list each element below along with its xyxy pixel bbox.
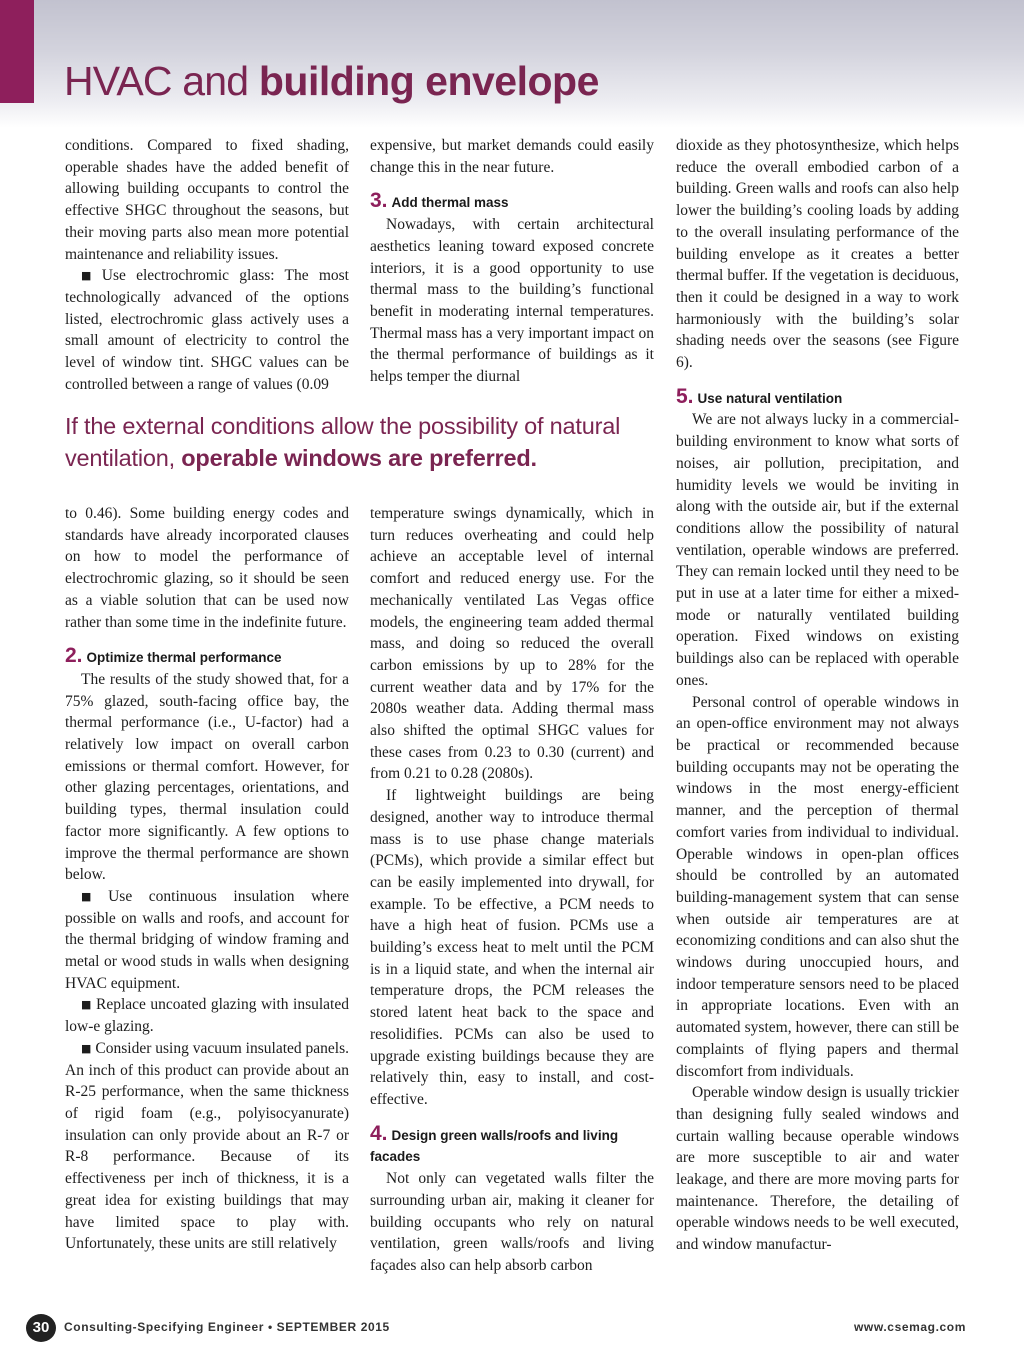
body-paragraph: dioxide as they photosynthesize, which helps reduce the overall embodied carbon of a building. Green walls and roofs can also help lower the building’s cooling loads by adding to the overall insulating performance of the building envelope as it creates a better thermal buffer. If the vegetation is deciduous, then it could be designed in a way to work harmoniously with the building’s solar shading needs over the seasons (see Figure 6). bbox=[676, 137, 959, 372]
pull-quote: If the external conditions allow the possibility of natural ventilation, operable windows are preferred. bbox=[65, 413, 621, 471]
body-paragraph: Operable window design is usually trickier than designing fully sealed windows and curtain walling because operable windows are more susceptible to air and water leakage, and there are more moving parts for maintenance. Therefore, the detailing of operable windows needs to be well executed, and window manufactur- bbox=[676, 1084, 959, 1254]
publication-line: Consulting-Specifying Engineer • SEPTEMBER 2015 bbox=[64, 1320, 390, 1334]
section-title: HVAC and building envelope bbox=[64, 58, 599, 104]
page-number-badge: 30 bbox=[26, 1314, 56, 1342]
column-2-top bbox=[370, 135, 654, 388]
square-bullet-icon: ■ bbox=[81, 889, 105, 903]
bullet-item: ■ Replace uncoated glazing with insulated low-e glazing. bbox=[65, 996, 349, 1036]
column-1-bottom bbox=[65, 503, 349, 1255]
body-paragraph: expensive, but market demands could easily change this in the near future. bbox=[370, 137, 654, 176]
section-accent-bar bbox=[0, 0, 34, 103]
square-bullet-icon: ■ bbox=[81, 269, 98, 283]
subheading-optimize-thermal-performance: 2. Optimize thermal performance bbox=[65, 644, 282, 668]
column-3 bbox=[676, 135, 959, 1256]
square-bullet-icon: ■ bbox=[81, 1041, 92, 1055]
column-2-bottom bbox=[370, 503, 654, 1277]
body-paragraph: Not only can vegetated walls filter the surrounding urban air, making it cleaner for building occupants who rely on natural ventilation, green walls/roofs and living façades also can help absorb carbon bbox=[370, 1170, 654, 1274]
bullet-item: ■ Consider using vacuum insulated panels. An inch of this product can provide about an R-25 performance, when the same thickness of rigid foam (e.g., polyisocyanurate) insulation can only provide about an R-7 or R-8 performance. Because of its effectiveness per inch of thickness, it is a great idea for existing buildings that may have limited space to play with. Unfortunately, these units are still relatively bbox=[65, 1039, 349, 1253]
body-paragraph: Personal control of operable windows in an open-office environment may not always be practical or recommended because building occupants may not be operating the windows in the most energy-efficient manner, and the perception of thermal comfort varies from individual to individual. Operable windows in open-plan offices should be controlled by an automated building-management system that can sense when outside air temperatures are at economizing conditions and can also shut the windows during unoccupied hours, and indoor temperature sensors need to be placed in appropriate locations. Even with an automated system, however, there can still be complaints of flying papers and thermal discomfort from individuals. bbox=[676, 693, 959, 1080]
body-paragraph: conditions. Compared to fixed shading, operable shades have the added benefit of allowing building occupants to control the effective SHGC throughout the seasons, but their moving parts also mean more potential maintenance and reliability issues. bbox=[65, 137, 349, 263]
website-link[interactable]: www.csemag.com bbox=[854, 1320, 966, 1334]
body-paragraph: The results of the study showed that, for a 75% glazed, south-facing office bay, the thermal performance (i.e., U-factor) had a relatively low impact on overall carbon emissions or thermal comfort. However, for other glazing percentages, orientations, and building types, thermal insulation could factor more significantly. A few options to improve the thermal performance are shown below. bbox=[65, 670, 349, 884]
body-paragraph: If lightweight buildings are being designed, another way to introduce thermal mass is to use phase change materials (PCMs), which provide a similar effect but can be easily implemented into drywall, for example. To be effective, a PCM needs to have a high heat of fusion. PCMs use a building’s excess heat to melt until the PCM is in a liquid state, and when the internal air temperature drops, the PCM releases the stored latent heat back to the space and resolidifies. PCMs can also be used to upgrade existing buildings because they are relatively thin, easy to install, and cost-effective. bbox=[370, 787, 654, 1108]
subheading-green-walls: 4. Design green walls/roofs and living facades bbox=[370, 1121, 619, 1165]
subheading-natural-ventilation: 5. Use natural ventilation bbox=[676, 384, 843, 408]
page-footer bbox=[26, 1312, 966, 1344]
body-paragraph: temperature swings dynamically, which in turn reduces overheating and could help achieve an acceptable level of internal comfort and reduced energy use. For the mechanically ventilated Las Vegas office models, the engineering team added thermal mass, and doing so reduced the overall carbon emissions by up to 28% for the current weather data and by 17% for the 2080s weather data. Adding thermal mass also shifted the optimal SHGC values for these cases from 0.23 to 0.30 (current) and from 0.21 to 0.28 (2080s). bbox=[370, 505, 654, 783]
column-1-top bbox=[65, 135, 349, 395]
square-bullet-icon: ■ bbox=[81, 998, 93, 1012]
subheading-add-thermal-mass: 3. Add thermal mass bbox=[370, 189, 509, 213]
bullet-item: ■ Use electrochromic glass: The most technologically advanced of the options listed, electrochromic glass actively uses a small amount of electricity to control the level of window tint. SHGC values can be controlled between a range of values (0.09 bbox=[65, 267, 349, 393]
bullet-item: ■ Use continuous insulation where possible on walls and roofs, and account for the thermal bridging of window framing and metal or wood studs in walls when designing HVAC equipment. bbox=[65, 887, 349, 992]
body-paragraph: We are not always lucky in a commercial-building environment to know what sorts of noises, air pollution, precipitation, and humidity levels we would be inviting in along with the outside air, but if the external conditions allow the possibility of natural ventilation, operable windows are preferred. They can remain locked until they need to be put in use at a later time for either a mixed-mode or naturally ventilated building operation. Fixed windows on existing buildings also can be replaced with operable ones. bbox=[676, 411, 959, 689]
body-paragraph: Nowadays, with certain architectural aesthetics leaning toward exposed concrete interiors, it is a good opportunity to use thermal mass to the building’s functional benefit in moderating internal temperatures. Thermal mass has a very important impact on the thermal performance of buildings as it helps temper the diurnal bbox=[370, 216, 654, 386]
body-paragraph: to 0.46). Some building energy codes and standards have already incorporated clauses on how to model the performance of electrochromic glazing, so it should be seen as a viable solution that can be used now rather than some time in the indefinite future. bbox=[65, 505, 349, 631]
